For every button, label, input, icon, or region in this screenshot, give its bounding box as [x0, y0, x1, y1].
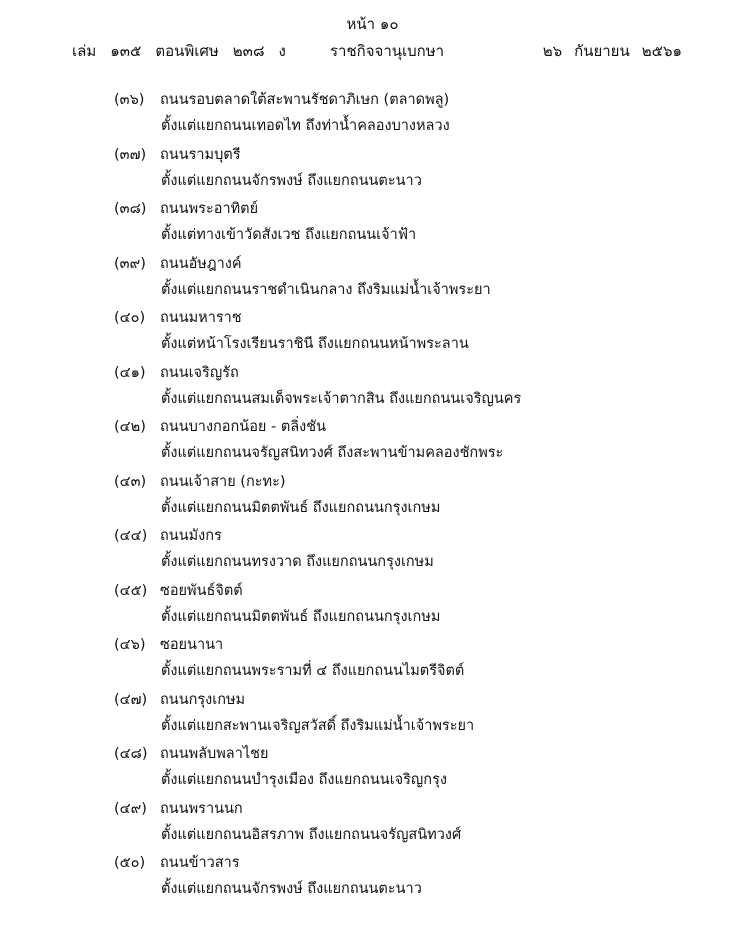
entry-number: (๔๑): [114, 364, 146, 381]
list-item: [114, 688, 674, 743]
entry-name: ซอยพันธ์จิตต์: [160, 582, 243, 599]
road-list: [114, 88, 674, 906]
entry-number: (๔๙): [114, 800, 147, 817]
entry-title: [114, 797, 674, 822]
entry-title: [114, 88, 674, 113]
entry-detail: ตั้งแต่แยกถนนราชดำเนินกลาง ถึงริมแม่น้ำเจ้าพระยา: [161, 281, 491, 298]
entry-name: ถนนรามบุตรี: [160, 146, 241, 163]
entry-name: ถนนอัษฎางค์: [160, 255, 242, 272]
list-item: [114, 470, 674, 525]
section-letter: ง: [278, 42, 286, 60]
volume-label: เล่ม: [72, 42, 97, 60]
entry-title: [114, 524, 674, 549]
entry-title: [114, 633, 674, 658]
list-item: [114, 415, 674, 470]
entry-detail: ตั้งแต่แยกถนนจรัญสนิทวงศ์ ถึงสะพานข้ามคลองชักพระ: [161, 445, 504, 461]
publication-name: ราชกิจจานุเบกษา: [330, 42, 445, 60]
list-item: [114, 197, 674, 252]
list-item: [114, 579, 674, 634]
entry-name: ถนนพรานนก: [160, 800, 243, 817]
entry-title: [114, 470, 674, 495]
entry-detail: ตั้งแต่ทางเข้าวัดสังเวช ถึงแยกถนนเจ้าฟ้า: [161, 227, 417, 243]
entry-detail: ตั้งแต่แยกสะพานเจริญสวัสดิ์ ถึงริมแม่น้ำเจ้าพระยา: [161, 717, 475, 734]
entry-number: (๔๔): [114, 528, 148, 544]
entry-number: (๔๘): [114, 746, 148, 762]
section-number: ๒๓๘: [232, 42, 265, 60]
list-item: [114, 88, 674, 143]
list-item: [114, 306, 674, 361]
entry-name: ถนนกรุงเกษม: [160, 691, 246, 708]
list-item: [114, 851, 674, 906]
entry-name: ถนนข้าวสาร: [160, 855, 240, 871]
date-day: ๒๖: [542, 42, 563, 60]
entry-title: [114, 688, 674, 713]
volume-number: ๑๓๕: [110, 42, 142, 60]
entry-detail: ตั้งแต่แยกถนนเทอดไท ถึงท่าน้ำคลองบางหลวง: [161, 118, 450, 134]
list-item: [114, 361, 674, 416]
entry-number: (๔๓): [114, 473, 147, 490]
list-item: [114, 143, 674, 198]
entry-detail: ตั้งแต่แยกถนนอิสรภาพ ถึงแยกถนนจรัญสนิทวงศ์: [161, 826, 462, 843]
entry-title: [114, 197, 674, 222]
entry-name: ถนนพระอาทิตย์: [160, 201, 259, 217]
entry-number: (๔๖): [114, 637, 146, 653]
date-year: ๒๕๖๑: [641, 42, 682, 60]
entry-detail: ตั้งแต่แยกถนนจักรพงษ์ ถึงแยกถนนตะนาว: [161, 881, 422, 897]
gazette-header: [72, 40, 682, 62]
entry-detail: ตั้งแต่แยกถนนทรงวาด ถึงแยกถนนกรุงเกษม: [161, 554, 434, 570]
entry-name: ถนนเจ้าสาย (กะทะ): [160, 473, 286, 490]
entry-title: [114, 143, 674, 168]
entry-name: ถนนบางกอกน้อย - ตลิ่งชัน: [160, 419, 326, 435]
page-number: หน้า ๑๐: [346, 15, 399, 33]
date-month: กันยายน: [574, 42, 630, 60]
entry-title: [114, 306, 674, 331]
entry-number: (๓๖): [114, 92, 145, 108]
entry-title: [114, 742, 674, 767]
entry-number: (๔๗): [114, 691, 148, 708]
entry-title: [114, 415, 674, 440]
entry-detail: ตั้งแต่แยกถนนบำรุงเมือง ถึงแยกถนนเจริญกรุง: [161, 772, 447, 788]
list-item: [114, 633, 674, 688]
entry-number: (๕๐): [114, 855, 146, 871]
entry-detail: ตั้งแต่แยกถนนสมเด็จพระเจ้าตากสิน ถึงแยกถนนเจริญนคร: [161, 390, 522, 407]
entry-name: ถนนมังกร: [160, 528, 222, 544]
list-item: [114, 252, 674, 307]
entry-title: [114, 851, 674, 876]
entry-name: ถนนมหาราช: [160, 310, 242, 326]
section-label: ตอนพิเศษ: [155, 42, 219, 60]
entry-name: ถนนรอบตลาดใต้สะพานรัชดาภิเษก (ตลาดพลู): [160, 92, 450, 108]
entry-name: ถนนพลับพลาไชย: [160, 746, 269, 762]
entry-number: (๔๒): [114, 419, 146, 435]
entry-detail: ตั้งแต่แยกถนนมิตตพันธ์ ถึงแยกถนนกรุงเกษม: [161, 499, 441, 516]
entry-title: [114, 252, 674, 277]
entry-number: (๔๕): [114, 582, 148, 599]
header-date: [531, 40, 682, 62]
list-item: [114, 742, 674, 797]
entry-detail: ตั้งแต่หน้าโรงเรียนราชินี ถึงแยกถนนหน้าพระลาน: [161, 336, 469, 352]
entry-detail: ตั้งแต่แยกถนนจักรพงษ์ ถึงแยกถนนตะนาว: [161, 172, 422, 189]
list-item: [114, 524, 674, 579]
entry-number: (๓๙): [114, 255, 146, 272]
list-item: [114, 797, 674, 852]
entry-title: [114, 361, 674, 386]
entry-number: (๔๐): [114, 310, 146, 326]
entry-detail: ตั้งแต่แยกถนนพระรามที่ ๔ ถึงแยกถนนไมตรีจิตต์: [161, 663, 465, 679]
header-volume-section: [72, 40, 300, 62]
entry-number: (๓๘): [114, 201, 147, 217]
entry-title: [114, 579, 674, 604]
entry-detail: ตั้งแต่แยกถนนมิตตพันธ์ ถึงแยกถนนกรุงเกษม: [161, 608, 441, 625]
entry-name: ถนนเจริญรัถ: [160, 364, 239, 381]
entry-number: (๓๗): [114, 146, 147, 163]
entry-name: ซอยนานา: [160, 637, 224, 653]
